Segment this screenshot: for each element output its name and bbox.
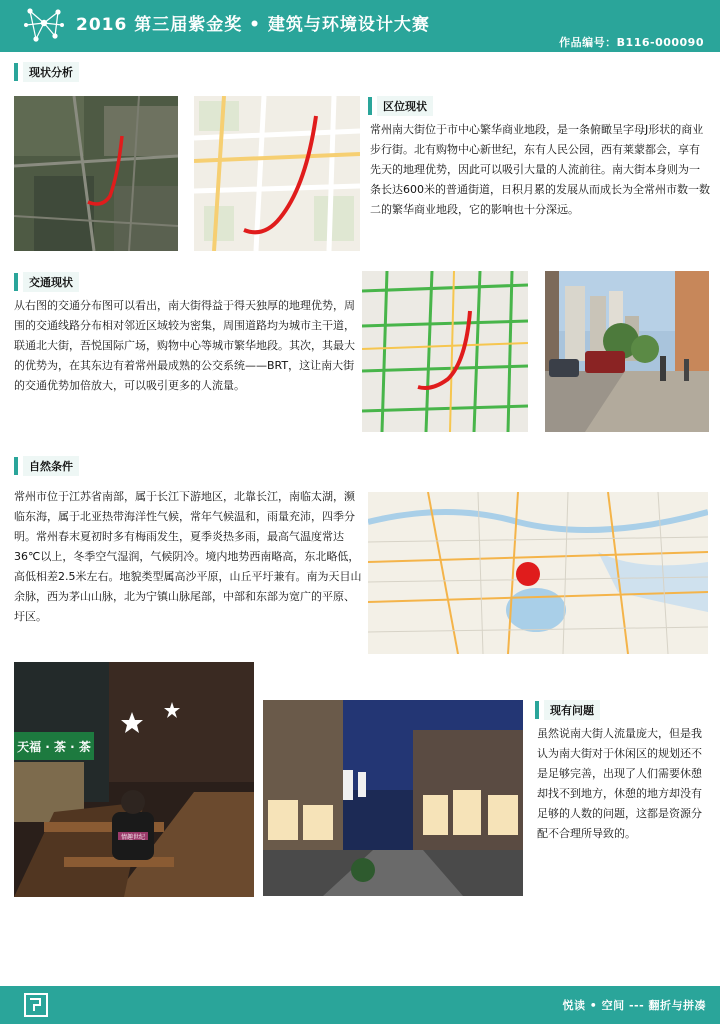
network-logo-icon bbox=[22, 3, 66, 47]
night-street-photo-1 bbox=[14, 662, 254, 897]
vest-text: 情趣世纪 bbox=[120, 834, 146, 841]
changzhou-marker bbox=[516, 562, 540, 586]
nature-text: 常州市位于江苏省南部，属于长江下游地区，北靠长江，南临太湖，濒临东海，属于北亚热带海洋性气候，常年气候温和，雨量充沛，四季分明。常州春末夏初时多有梅雨发生，夏季炎热多雨，最高气温度常达36℃以上，冬季空气湿润，气候阴冷。境内地势西南略高，东北略低，高低相差2.5米左右。地貌类型属高沙平原，山丘平圩兼有。南为天目山余脉，西为茅山山脉，北为宁镇山脉尾部，中部和东部为宽广的平原、圩区。 bbox=[14, 490, 362, 623]
section-tag-nature bbox=[14, 456, 79, 476]
footer-banner bbox=[0, 986, 720, 1024]
footer-logo-icon bbox=[24, 993, 48, 1017]
footer-text: 悦读 • 空间 --- 翻折与拼凑 bbox=[562, 999, 706, 1012]
header-title: 2016 第三届紫金奖 • 建筑与环境设计大赛 bbox=[76, 15, 430, 35]
section-title-traffic: 交通现状 bbox=[23, 272, 79, 292]
header-banner bbox=[0, 0, 720, 52]
traffic-map bbox=[362, 271, 528, 432]
section-tag-problems bbox=[535, 700, 600, 720]
shop-sign-text: 天福 · 茶 · 茶 bbox=[17, 740, 91, 754]
traffic-text: 从右图的交通分布图可以看出，南大街得益于得天独厚的地理优势，周围的交通线路分布相对邻近区域较为密集，周围道路均为城市主干道，联通北大街，吾悦国际广场，购物中心等城市繁华地段。其次，其最大的优势为，在其东边有着常州最成熟的公交系统——BRT，这让南大街的交通优势加倍放大，可以吸引更多的人流量。 bbox=[14, 299, 355, 392]
section-title-location: 区位现状 bbox=[377, 96, 433, 116]
street-photo bbox=[545, 271, 709, 432]
problems-text: 虽然说南大街人流量庞大，但是我认为南大街对于休闲区的规划还不是足够完善，出现了人们需要休憩却找不到地方，休憩的地方却没有足够的人数的问题，这都是资源分配不合理所导致的。 bbox=[537, 727, 702, 840]
satellite-photo bbox=[14, 96, 178, 251]
section-tag-traffic bbox=[14, 272, 79, 292]
section-title-problems: 现有问题 bbox=[544, 700, 600, 720]
region-map bbox=[368, 492, 708, 654]
tag-accent-bar bbox=[14, 63, 18, 81]
work-number: 作品编号：B116-000090 bbox=[559, 36, 704, 49]
section-title-nature: 自然条件 bbox=[23, 456, 79, 476]
night-street-photo-2 bbox=[263, 700, 523, 896]
street-map bbox=[194, 96, 360, 251]
section-tag-location bbox=[368, 96, 433, 116]
section-title-status: 现状分析 bbox=[23, 62, 79, 82]
section-tag-status bbox=[14, 62, 79, 82]
location-text: 常州南大街位于市中心繁华商业地段，是一条俯瞰呈字母J形状的商业步行街。北有购物中心新世纪，东有人民公园，西有莱蒙都会，享有先天的地理优势，因此可以吸引大量的人流前往。南大街本身则为一条长达600米的普通街道，日积月累的发展从而成长为全常州市数一数二的繁华商业地段，它的影响也十分深远。 bbox=[370, 123, 710, 216]
